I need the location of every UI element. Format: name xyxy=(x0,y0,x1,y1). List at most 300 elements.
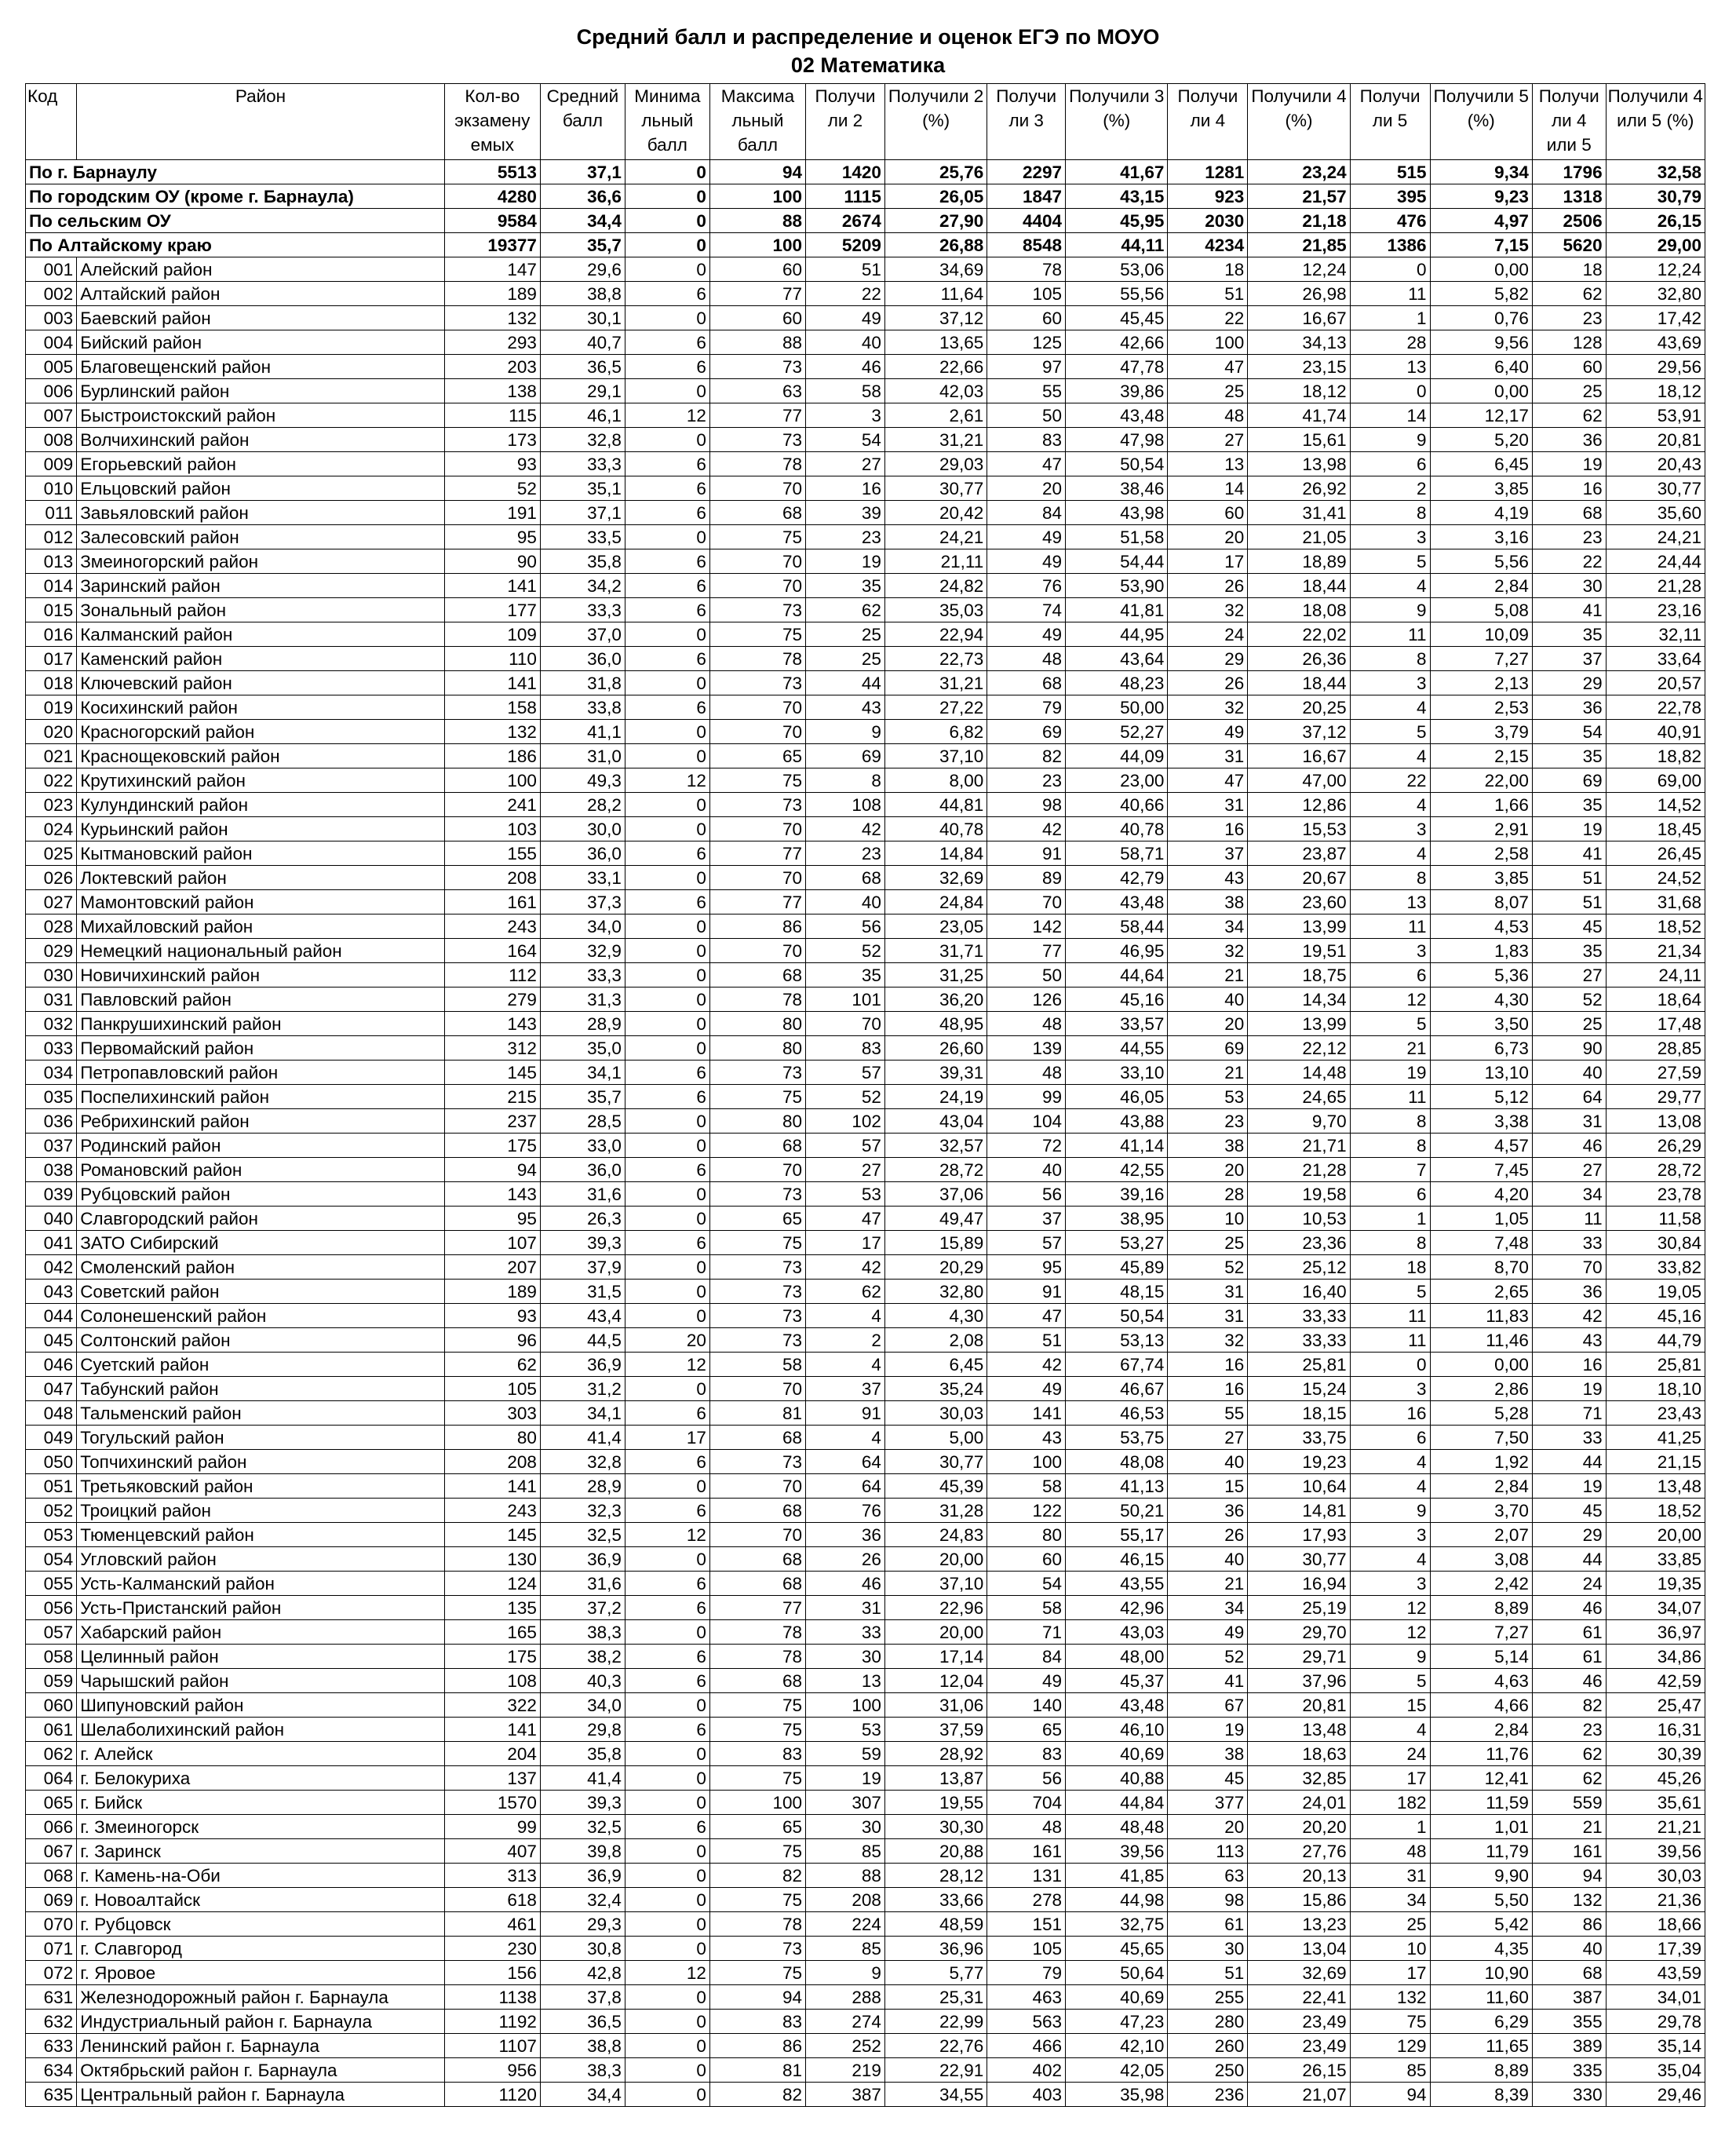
value-cell: 35,04 xyxy=(1606,2058,1705,2083)
value-cell: 42 xyxy=(987,1353,1066,1377)
value-cell: 80 xyxy=(709,1012,805,1036)
value-cell: 20 xyxy=(1168,1158,1248,1182)
table-row xyxy=(26,1791,1705,1815)
value-cell: 47,23 xyxy=(1066,2010,1168,2034)
value-cell: 47 xyxy=(987,1304,1066,1328)
value-cell: 6,73 xyxy=(1430,1036,1532,1061)
table-row xyxy=(26,476,1705,501)
value-cell: 35,98 xyxy=(1066,2083,1168,2107)
value-cell: 100 xyxy=(987,1450,1066,1474)
value-cell: 3 xyxy=(1350,1377,1430,1401)
summary-value-cell: 1115 xyxy=(806,184,885,209)
value-cell: 35 xyxy=(1532,622,1606,647)
value-cell: 48 xyxy=(987,1815,1066,1839)
summary-value-cell: 21,85 xyxy=(1248,233,1350,257)
value-cell: 38,95 xyxy=(1066,1207,1168,1231)
value-cell: 84 xyxy=(987,1645,1066,1669)
value-cell: 11 xyxy=(1532,1207,1606,1231)
district-name-cell: г. Новоалтайск xyxy=(77,1888,445,1912)
value-cell: 145 xyxy=(444,1523,540,1547)
value-cell: 355 xyxy=(1532,2010,1606,2034)
value-cell: 70 xyxy=(709,1474,805,1499)
value-cell: 10,09 xyxy=(1430,622,1532,647)
district-name-cell: Первомайский район xyxy=(77,1036,445,1061)
value-cell: 41,25 xyxy=(1606,1426,1705,1450)
value-cell: 51 xyxy=(987,1328,1066,1353)
value-cell: 7,50 xyxy=(1430,1426,1532,1450)
value-cell: 40,88 xyxy=(1066,1766,1168,1791)
value-cell: 31,25 xyxy=(884,963,987,988)
value-cell: 29,46 xyxy=(1606,2083,1705,2107)
value-cell: 64 xyxy=(1532,1085,1606,1109)
code-cell: 052 xyxy=(26,1499,77,1523)
value-cell: 17 xyxy=(625,1426,709,1450)
value-cell: 41,13 xyxy=(1066,1474,1168,1499)
value-cell: 47 xyxy=(1168,768,1248,793)
value-cell: 39 xyxy=(806,501,885,525)
value-cell: 278 xyxy=(987,1888,1066,1912)
value-cell: 0 xyxy=(625,1766,709,1791)
district-name-cell: Тогульский район xyxy=(77,1426,445,1450)
value-cell: 559 xyxy=(1532,1791,1606,1815)
value-cell: 330 xyxy=(1532,2083,1606,2107)
district-name-cell: Октябрьский район г. Барнаула xyxy=(77,2058,445,2083)
value-cell: 70 xyxy=(709,1377,805,1401)
value-cell: 0 xyxy=(625,1693,709,1718)
value-cell: 36,9 xyxy=(540,1353,625,1377)
code-cell: 068 xyxy=(26,1864,77,1888)
value-cell: 131 xyxy=(987,1864,1066,1888)
value-cell: 35,24 xyxy=(884,1377,987,1401)
value-cell: 29,8 xyxy=(540,1718,625,1742)
value-cell: 31 xyxy=(806,1596,885,1620)
table-row xyxy=(26,1255,1705,1280)
value-cell: 49 xyxy=(987,549,1066,574)
value-cell: 13,08 xyxy=(1606,1109,1705,1134)
value-cell: 6 xyxy=(625,1499,709,1523)
district-name-cell: Зональный район xyxy=(77,598,445,622)
value-cell: 48,95 xyxy=(884,1012,987,1036)
value-cell: 0 xyxy=(625,817,709,841)
table-row xyxy=(26,2058,1705,2083)
value-cell: 203 xyxy=(444,355,540,379)
value-cell: 8,39 xyxy=(1430,2083,1532,2107)
value-cell: 33,0 xyxy=(540,1134,625,1158)
value-cell: 100 xyxy=(1168,330,1248,355)
district-name-cell: Ельцовский район xyxy=(77,476,445,501)
code-cell: 019 xyxy=(26,695,77,720)
value-cell: 43 xyxy=(987,1426,1066,1450)
value-cell: 29 xyxy=(1532,671,1606,695)
district-name-cell: Романовский район xyxy=(77,1158,445,1182)
value-cell: 37 xyxy=(987,1207,1066,1231)
value-cell: 65 xyxy=(709,1815,805,1839)
value-cell: 19 xyxy=(1532,1474,1606,1499)
table-row xyxy=(26,1815,1705,1839)
value-cell: 60 xyxy=(709,257,805,282)
value-cell: 280 xyxy=(1168,2010,1248,2034)
value-cell: 69,00 xyxy=(1606,768,1705,793)
value-cell: 14 xyxy=(1168,476,1248,501)
value-cell: 99 xyxy=(987,1085,1066,1109)
value-cell: 3 xyxy=(1350,817,1430,841)
code-cell: 028 xyxy=(26,914,77,939)
value-cell: 15,89 xyxy=(884,1231,987,1255)
value-cell: 243 xyxy=(444,914,540,939)
value-cell: 4,57 xyxy=(1430,1134,1532,1158)
table-row xyxy=(26,939,1705,963)
district-name-cell: Немецкий национальный район xyxy=(77,939,445,963)
header-cell: Получи ли 4 xyxy=(1168,84,1248,160)
value-cell: 78 xyxy=(709,452,805,476)
value-cell: 140 xyxy=(987,1693,1066,1718)
value-cell: 3,50 xyxy=(1430,1012,1532,1036)
value-cell: 3,79 xyxy=(1430,720,1532,744)
value-cell: 0,00 xyxy=(1430,257,1532,282)
value-cell: 2,91 xyxy=(1430,817,1532,841)
value-cell: 402 xyxy=(987,2058,1066,2083)
value-cell: 2,42 xyxy=(1430,1572,1532,1596)
value-cell: 32,80 xyxy=(884,1280,987,1304)
value-cell: 54 xyxy=(987,1572,1066,1596)
value-cell: 55,56 xyxy=(1066,282,1168,306)
value-cell: 80 xyxy=(709,1109,805,1134)
value-cell: 9 xyxy=(1350,1645,1430,1669)
value-cell: 33,66 xyxy=(884,1888,987,1912)
value-cell: 21 xyxy=(1168,963,1248,988)
summary-value-cell: 5209 xyxy=(806,233,885,257)
value-cell: 18,10 xyxy=(1606,1377,1705,1401)
value-cell: 31,6 xyxy=(540,1182,625,1207)
value-cell: 3,16 xyxy=(1430,525,1532,549)
table-row xyxy=(26,525,1705,549)
value-cell: 26 xyxy=(1168,671,1248,695)
value-cell: 40 xyxy=(1168,1450,1248,1474)
value-cell: 105 xyxy=(987,1937,1066,1961)
summary-value-cell: 1281 xyxy=(1168,160,1248,184)
value-cell: 20,81 xyxy=(1248,1693,1350,1718)
value-cell: 32 xyxy=(1168,598,1248,622)
value-cell: 71 xyxy=(1532,1401,1606,1426)
summary-value-cell: 2297 xyxy=(987,160,1066,184)
district-name-cell: Тюменцевский район xyxy=(77,1523,445,1547)
table-row xyxy=(26,1401,1705,1426)
value-cell: 4,30 xyxy=(884,1304,987,1328)
value-cell: 42,05 xyxy=(1066,2058,1168,2083)
value-cell: 26,92 xyxy=(1248,476,1350,501)
value-cell: 31,5 xyxy=(540,1280,625,1304)
value-cell: 2,84 xyxy=(1430,1718,1532,1742)
value-cell: 20,00 xyxy=(1606,1523,1705,1547)
value-cell: 19 xyxy=(1532,817,1606,841)
value-cell: 95 xyxy=(987,1255,1066,1280)
value-cell: 33,1 xyxy=(540,866,625,890)
value-cell: 22,91 xyxy=(884,2058,987,2083)
value-cell: 40 xyxy=(1168,988,1248,1012)
table-row xyxy=(26,1912,1705,1937)
value-cell: 0 xyxy=(625,1182,709,1207)
summary-value-cell: 26,15 xyxy=(1606,209,1705,233)
value-cell: 6 xyxy=(1350,1426,1430,1450)
value-cell: 70 xyxy=(709,720,805,744)
value-cell: 12,17 xyxy=(1430,403,1532,428)
value-cell: 0 xyxy=(625,1012,709,1036)
value-cell: 5 xyxy=(1350,720,1430,744)
value-cell: 24 xyxy=(1532,1572,1606,1596)
value-cell: 45,89 xyxy=(1066,1255,1168,1280)
value-cell: 31,06 xyxy=(884,1693,987,1718)
table-row xyxy=(26,1158,1705,1182)
value-cell: 86 xyxy=(709,914,805,939)
header-cell: Средний балл xyxy=(540,84,625,160)
value-cell: 75 xyxy=(709,1888,805,1912)
value-cell: 32,4 xyxy=(540,1888,625,1912)
value-cell: 40,3 xyxy=(540,1669,625,1693)
value-cell: 70 xyxy=(709,817,805,841)
value-cell: 108 xyxy=(806,793,885,817)
value-cell: 39,3 xyxy=(540,1231,625,1255)
table-row xyxy=(26,744,1705,768)
value-cell: 27 xyxy=(806,452,885,476)
value-cell: 3,70 xyxy=(1430,1499,1532,1523)
value-cell: 36,20 xyxy=(884,988,987,1012)
value-cell: 52 xyxy=(806,939,885,963)
summary-value-cell: 43,15 xyxy=(1066,184,1168,209)
value-cell: 28,92 xyxy=(884,1742,987,1766)
value-cell: 4,35 xyxy=(1430,1937,1532,1961)
value-cell: 61 xyxy=(1168,1912,1248,1937)
value-cell: 6 xyxy=(625,355,709,379)
value-cell: 52 xyxy=(806,1085,885,1109)
value-cell: 57 xyxy=(987,1231,1066,1255)
summary-value-cell: 0 xyxy=(625,184,709,209)
value-cell: 60 xyxy=(987,1547,1066,1572)
header-cell: Получи ли 3 xyxy=(987,84,1066,160)
value-cell: 37,06 xyxy=(884,1182,987,1207)
value-cell: 21,28 xyxy=(1606,574,1705,598)
value-cell: 8 xyxy=(1350,1109,1430,1134)
value-cell: 16 xyxy=(1168,1377,1248,1401)
value-cell: 12 xyxy=(625,1961,709,1985)
value-cell: 18 xyxy=(1168,257,1248,282)
value-cell: 45,16 xyxy=(1066,988,1168,1012)
table-row xyxy=(26,622,1705,647)
code-cell: 002 xyxy=(26,282,77,306)
value-cell: 19,05 xyxy=(1606,1280,1705,1304)
value-cell: 36,0 xyxy=(540,1158,625,1182)
value-cell: 41,14 xyxy=(1066,1134,1168,1158)
district-name-cell: Новичихинский район xyxy=(77,963,445,988)
value-cell: 0 xyxy=(625,1791,709,1815)
value-cell: 42,59 xyxy=(1606,1669,1705,1693)
value-cell: 42 xyxy=(987,817,1066,841)
value-cell: 73 xyxy=(709,1328,805,1353)
value-cell: 0 xyxy=(625,1912,709,1937)
value-cell: 17 xyxy=(806,1231,885,1255)
summary-name-cell: По Алтайскому краю xyxy=(26,233,445,257)
value-cell: 0 xyxy=(625,1742,709,1766)
value-cell: 24,84 xyxy=(884,890,987,914)
value-cell: 85 xyxy=(806,1839,885,1864)
value-cell: 29,6 xyxy=(540,257,625,282)
value-cell: 17,14 xyxy=(884,1645,987,1669)
value-cell: 76 xyxy=(987,574,1066,598)
value-cell: 25,12 xyxy=(1248,1255,1350,1280)
code-cell: 008 xyxy=(26,428,77,452)
code-cell: 001 xyxy=(26,257,77,282)
value-cell: 75 xyxy=(709,1693,805,1718)
code-cell: 025 xyxy=(26,841,77,866)
summary-value-cell: 32,58 xyxy=(1606,160,1705,184)
value-cell: 26,15 xyxy=(1248,2058,1350,2083)
value-cell: 33 xyxy=(1532,1231,1606,1255)
value-cell: 30,77 xyxy=(1606,476,1705,501)
value-cell: 18,44 xyxy=(1248,671,1350,695)
value-cell: 1570 xyxy=(444,1791,540,1815)
value-cell: 100 xyxy=(444,768,540,793)
value-cell: 20 xyxy=(625,1328,709,1353)
value-cell: 7,27 xyxy=(1430,647,1532,671)
value-cell: 89 xyxy=(987,866,1066,890)
value-cell: 23 xyxy=(1532,525,1606,549)
value-cell: 42 xyxy=(1532,1304,1606,1328)
value-cell: 99 xyxy=(444,1815,540,1839)
value-cell: 36 xyxy=(1532,428,1606,452)
value-cell: 28,5 xyxy=(540,1109,625,1134)
code-cell: 059 xyxy=(26,1669,77,1693)
code-cell: 003 xyxy=(26,306,77,330)
summary-value-cell: 34,4 xyxy=(540,209,625,233)
value-cell: 39,56 xyxy=(1606,1839,1705,1864)
value-cell: 33 xyxy=(1532,1426,1606,1450)
value-cell: 85 xyxy=(806,1937,885,1961)
value-cell: 15,86 xyxy=(1248,1888,1350,1912)
value-cell: 20,00 xyxy=(884,1547,987,1572)
code-cell: 061 xyxy=(26,1718,77,1742)
value-cell: 35,7 xyxy=(540,1085,625,1109)
value-cell: 33,5 xyxy=(540,525,625,549)
value-cell: 22,76 xyxy=(884,2034,987,2058)
value-cell: 13 xyxy=(1350,890,1430,914)
value-cell: 132 xyxy=(1350,1985,1430,2010)
value-cell: 53,06 xyxy=(1066,257,1168,282)
value-cell: 6 xyxy=(625,598,709,622)
value-cell: 91 xyxy=(806,1401,885,1426)
summary-value-cell: 9,34 xyxy=(1430,160,1532,184)
value-cell: 65 xyxy=(987,1718,1066,1742)
value-cell: 61 xyxy=(1532,1645,1606,1669)
value-cell: 26,36 xyxy=(1248,647,1350,671)
value-cell: 142 xyxy=(987,914,1066,939)
value-cell: 5,20 xyxy=(1430,428,1532,452)
district-name-cell: г. Рубцовск xyxy=(77,1912,445,1937)
value-cell: 94 xyxy=(444,1158,540,1182)
value-cell: 10 xyxy=(1168,1207,1248,1231)
value-cell: 31 xyxy=(1168,744,1248,768)
value-cell: 36,5 xyxy=(540,2010,625,2034)
value-cell: 5,28 xyxy=(1430,1401,1532,1426)
code-cell: 055 xyxy=(26,1572,77,1596)
value-cell: 19 xyxy=(1350,1061,1430,1085)
value-cell: 40,69 xyxy=(1066,1985,1168,2010)
table-row xyxy=(26,2083,1705,2107)
value-cell: 75 xyxy=(709,1085,805,1109)
summary-value-cell: 4280 xyxy=(444,184,540,209)
value-cell: 387 xyxy=(806,2083,885,2107)
value-cell: 8,00 xyxy=(884,768,987,793)
district-name-cell: Егорьевский район xyxy=(77,452,445,476)
value-cell: 0 xyxy=(625,1134,709,1158)
value-cell: 11 xyxy=(1350,282,1430,306)
value-cell: 0,00 xyxy=(1430,1353,1532,1377)
value-cell: 108 xyxy=(444,1669,540,1693)
value-cell: 32,11 xyxy=(1606,622,1705,647)
value-cell: 33,8 xyxy=(540,695,625,720)
value-cell: 35,61 xyxy=(1606,1791,1705,1815)
value-cell: 13,87 xyxy=(884,1766,987,1791)
value-cell: 27,59 xyxy=(1606,1061,1705,1085)
table-row xyxy=(26,1839,1705,1864)
code-cell: 011 xyxy=(26,501,77,525)
value-cell: 23,15 xyxy=(1248,355,1350,379)
value-cell: 73 xyxy=(709,1450,805,1474)
value-cell: 0 xyxy=(625,2010,709,2034)
summary-value-cell: 36,6 xyxy=(540,184,625,209)
value-cell: 32,8 xyxy=(540,428,625,452)
value-cell: 33,10 xyxy=(1066,1061,1168,1085)
value-cell: 37,1 xyxy=(540,501,625,525)
table-row xyxy=(26,1036,1705,1061)
value-cell: 73 xyxy=(709,1937,805,1961)
value-cell: 70 xyxy=(709,695,805,720)
value-cell: 78 xyxy=(709,1620,805,1645)
value-cell: 68 xyxy=(709,1669,805,1693)
header-cell: Получили 4 или 5 (%) xyxy=(1606,84,1705,160)
value-cell: 28,72 xyxy=(884,1158,987,1182)
value-cell: 141 xyxy=(444,1474,540,1499)
value-cell: 40,69 xyxy=(1066,1742,1168,1766)
table-row xyxy=(26,1182,1705,1207)
code-cell: 006 xyxy=(26,379,77,403)
district-name-cell: Калманский район xyxy=(77,622,445,647)
value-cell: 62 xyxy=(1532,1766,1606,1791)
value-cell: 165 xyxy=(444,1620,540,1645)
value-cell: 5,82 xyxy=(1430,282,1532,306)
value-cell: 70 xyxy=(1532,1255,1606,1280)
value-cell: 57 xyxy=(806,1134,885,1158)
value-cell: 35,03 xyxy=(884,598,987,622)
value-cell: 37 xyxy=(1532,647,1606,671)
value-cell: 11 xyxy=(1350,1085,1430,1109)
value-cell: 10,90 xyxy=(1430,1961,1532,1985)
district-name-cell: Суетский район xyxy=(77,1353,445,1377)
value-cell: 31,41 xyxy=(1248,501,1350,525)
summary-value-cell: 7,15 xyxy=(1430,233,1532,257)
value-cell: 21 xyxy=(1168,1572,1248,1596)
summary-value-cell: 37,1 xyxy=(540,160,625,184)
table-row xyxy=(26,330,1705,355)
district-name-cell: Табунский район xyxy=(77,1377,445,1401)
value-cell: 31,2 xyxy=(540,1377,625,1401)
value-cell: 98 xyxy=(1168,1888,1248,1912)
value-cell: 0 xyxy=(625,1888,709,1912)
district-name-cell: Шипуновский район xyxy=(77,1693,445,1718)
value-cell: 31,3 xyxy=(540,988,625,1012)
value-cell: 34,55 xyxy=(884,2083,987,2107)
value-cell: 48 xyxy=(1168,403,1248,428)
value-cell: 0 xyxy=(625,525,709,549)
district-name-cell: г. Бийск xyxy=(77,1791,445,1815)
